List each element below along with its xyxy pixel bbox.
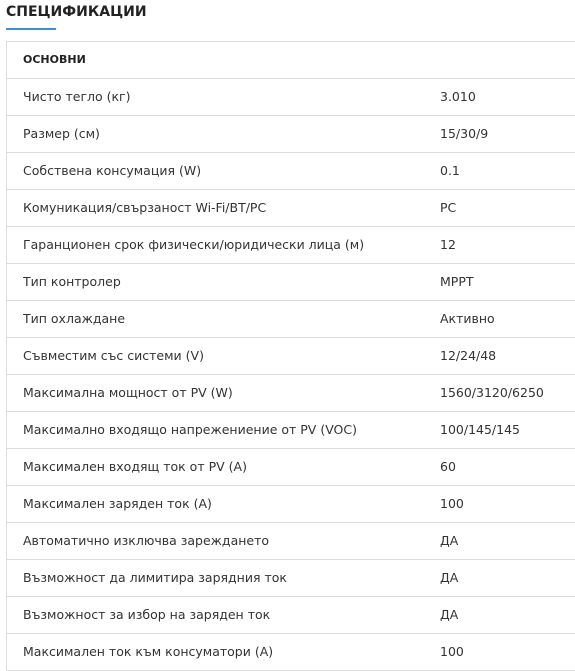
active-tab-underline	[6, 28, 56, 30]
spec-value: ДА	[440, 533, 459, 548]
spec-name: Възможност за избор на заряден ток	[23, 607, 271, 622]
spec-row	[7, 338, 575, 375]
spec-row	[7, 634, 575, 671]
spec-name: Автоматично изключва зареждането	[23, 533, 270, 548]
spec-value: 60	[440, 459, 456, 474]
spec-name: Максимално входящо напрежениение от PV (VOC)	[23, 422, 357, 437]
page-header	[0, 0, 575, 40]
spec-row	[7, 560, 575, 597]
spec-row	[7, 227, 575, 264]
spec-value: 15/30/9	[440, 126, 489, 141]
spec-value: ДА	[440, 607, 459, 622]
spec-value: 0.1	[440, 163, 460, 178]
spec-row	[7, 449, 575, 486]
spec-value: MPPT	[440, 274, 474, 289]
spec-name: Максимален ток към консуматори (A)	[23, 644, 274, 659]
spec-value: 12/24/48	[440, 348, 497, 363]
page-title[interactable]: СПЕЦИФИКАЦИИ	[6, 4, 147, 20]
spec-value: ДА	[440, 570, 459, 585]
spec-name: Тип охлаждане	[23, 311, 126, 326]
spec-value: 12	[440, 237, 456, 252]
spec-row	[7, 412, 575, 449]
section-header-label: ОСНОВНИ	[23, 53, 86, 66]
spec-value: Активно	[440, 311, 495, 326]
spec-name: Размер (см)	[23, 126, 100, 141]
spec-name: Максимален заряден ток (A)	[23, 496, 212, 511]
spec-row	[7, 486, 575, 523]
spec-value: 3.010	[440, 89, 476, 104]
spec-name: Максимална мощност от PV (W)	[23, 385, 233, 400]
spec-name: Възможност да лимитира зарядния ток	[23, 570, 287, 585]
spec-row	[7, 375, 575, 412]
spec-name: Чисто тегло (кг)	[23, 89, 131, 104]
spec-row	[7, 190, 575, 227]
spec-name: Съвместим със системи (V)	[23, 348, 204, 363]
spec-row	[7, 264, 575, 301]
spec-value: PC	[440, 200, 457, 215]
spec-value: 100	[440, 644, 464, 659]
spec-row	[7, 153, 575, 190]
spec-row	[7, 79, 575, 116]
spec-name: Собствена консумация (W)	[23, 163, 202, 178]
spec-row	[7, 523, 575, 560]
spec-row	[7, 116, 575, 153]
spec-name: Максимален входящ ток от PV (A)	[23, 459, 247, 474]
spec-name: Гаранционен срок физически/юридически лица (м)	[23, 237, 365, 252]
spec-row	[7, 597, 575, 634]
spec-name: Тип контролер	[23, 274, 121, 289]
spec-value: 1560/3120/6250	[440, 385, 544, 400]
spec-value: 100	[440, 496, 464, 511]
spec-table	[6, 41, 575, 671]
spec-name: Комуникация/свързаност Wi-Fi/BT/PC	[23, 200, 267, 215]
section-header-row	[7, 42, 575, 79]
spec-value: 100/145/145	[440, 422, 520, 437]
spec-row	[7, 301, 575, 338]
